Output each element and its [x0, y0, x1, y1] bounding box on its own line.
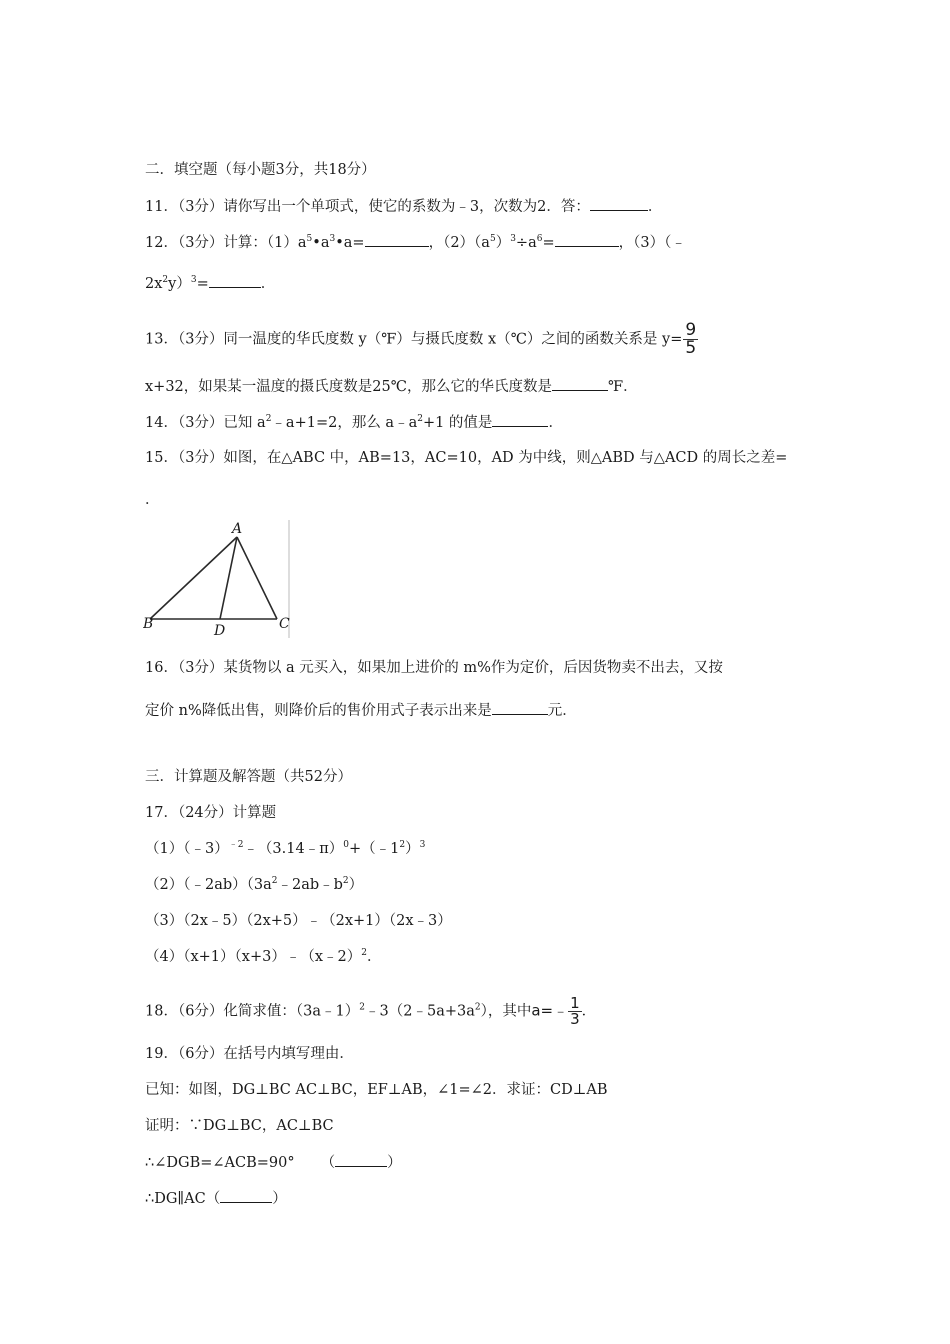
question-12: 12．（3分）计算：$(1)a^5•a^3•a=$ ，$(2)(a^5)^3\div a^6=$ ，（3）（﹣ — [145, 234, 686, 251]
label-c: C — [279, 616, 290, 632]
triangle-abc-figure — [143, 520, 293, 638]
question-17-part-4: （4）（x+1）（x+3）﹣（x﹣2）$^2$． — [145, 948, 382, 965]
question-13: 13．（3分）同一温度的华氏度数 y（℉）与摄氏度数 x（℃）之间的函数关系是 y= $\frac{9}{5}$ — [145, 320, 697, 358]
question-11: 11．（3分）请你写出一个单项式，使它的系数为﹣3，次数为2．答： ． — [145, 199, 663, 215]
question-19: 19．（6分）在括号内填写理由． — [145, 1046, 354, 1062]
question-17-part-2: $(2)(﹣2ab)(3a^2﹣2ab﹣b^2)$ — [145, 876, 364, 893]
side-ac — [237, 537, 277, 619]
reason-blank-2[interactable] — [220, 1189, 272, 1203]
section-2-header: 二．填空题（每小题3分，共18分） — [145, 162, 376, 178]
question-13-line-2: x+32，如果某一温度的摄氏度数是25℃，那么它的华氏度数是 ℉． — [145, 379, 638, 395]
question-15-line-2: ． — [145, 492, 160, 508]
question-15: 15．（3分）如图，在△ABC 中，AB=13，AC=10，AD 为中线，则△ABD 与△ACD 的周长之差= — [145, 450, 788, 466]
side-ab — [150, 537, 237, 619]
label-b: B — [143, 616, 154, 632]
value-expression: a=﹣ — [531, 1001, 569, 1020]
reason-blank-1[interactable] — [335, 1153, 387, 1167]
question-19-proof-1: 证明：∵DG⊥BC，AC⊥BC — [145, 1118, 334, 1134]
median-ad — [220, 537, 237, 619]
section-3-header: 三．计算题及解答题（共52分） — [145, 769, 352, 785]
question-17-part-1: $(1)(﹣3)^{﹣2}﹣(3.14﹣\pi)^0+(﹣1^2)^3$ — [145, 840, 426, 857]
question-19-given: 已知：如图，DG⊥BC AC⊥BC，EF⊥AB，∠1=∠2．求证：CD⊥AB — [145, 1082, 608, 1098]
question-16: 16．（3分）某货物以 a 元买入，如果加上进价的 m%作为定价，后因货物卖不出去，又按 — [145, 660, 723, 676]
answer-blank-3[interactable] — [209, 274, 261, 288]
question-18: 18．（6分）化简求值：$(3a﹣1)^2﹣3(2﹣5a+3a^2)$，其中a=﹣ $\frac{1}{3}$ ． — [145, 994, 597, 1028]
answer-blank-2[interactable] — [555, 233, 619, 247]
fraction-nine-fifths: $\frac{9}{5}$ — [685, 320, 697, 358]
fraction-one-third: $\frac{1}{3}$ — [570, 994, 580, 1028]
question-19-proof-2: ∴∠DGB=∠ACB=90° （ ） — [145, 1155, 402, 1171]
answer-blank[interactable] — [552, 377, 608, 391]
answer-blank-1[interactable] — [365, 233, 429, 247]
question-16-line-2: 定价 n%降低出售，则降价后的售价用式子表示出来是 元． — [145, 703, 577, 719]
question-14: 14．（3分）已知 $a^2﹣a+1=2$，那么 $a﹣a^2+1$ 的值是 ． — [145, 414, 563, 431]
answer-blank[interactable] — [590, 197, 648, 211]
label-d: D — [214, 623, 226, 638]
question-17: 17．（24分）计算题 — [145, 805, 277, 821]
question-17-part-3: （3）（2x﹣5）（2x+5）﹣（2x+1）（2x﹣3） — [145, 913, 452, 929]
label-a: A — [232, 521, 243, 537]
question-12-line-2: $2x^2y)^3=$ ． — [145, 275, 276, 292]
answer-blank[interactable] — [492, 701, 548, 715]
answer-blank[interactable] — [492, 413, 548, 427]
question-19-proof-3: ∴DG∥AC（ ） — [145, 1191, 287, 1207]
